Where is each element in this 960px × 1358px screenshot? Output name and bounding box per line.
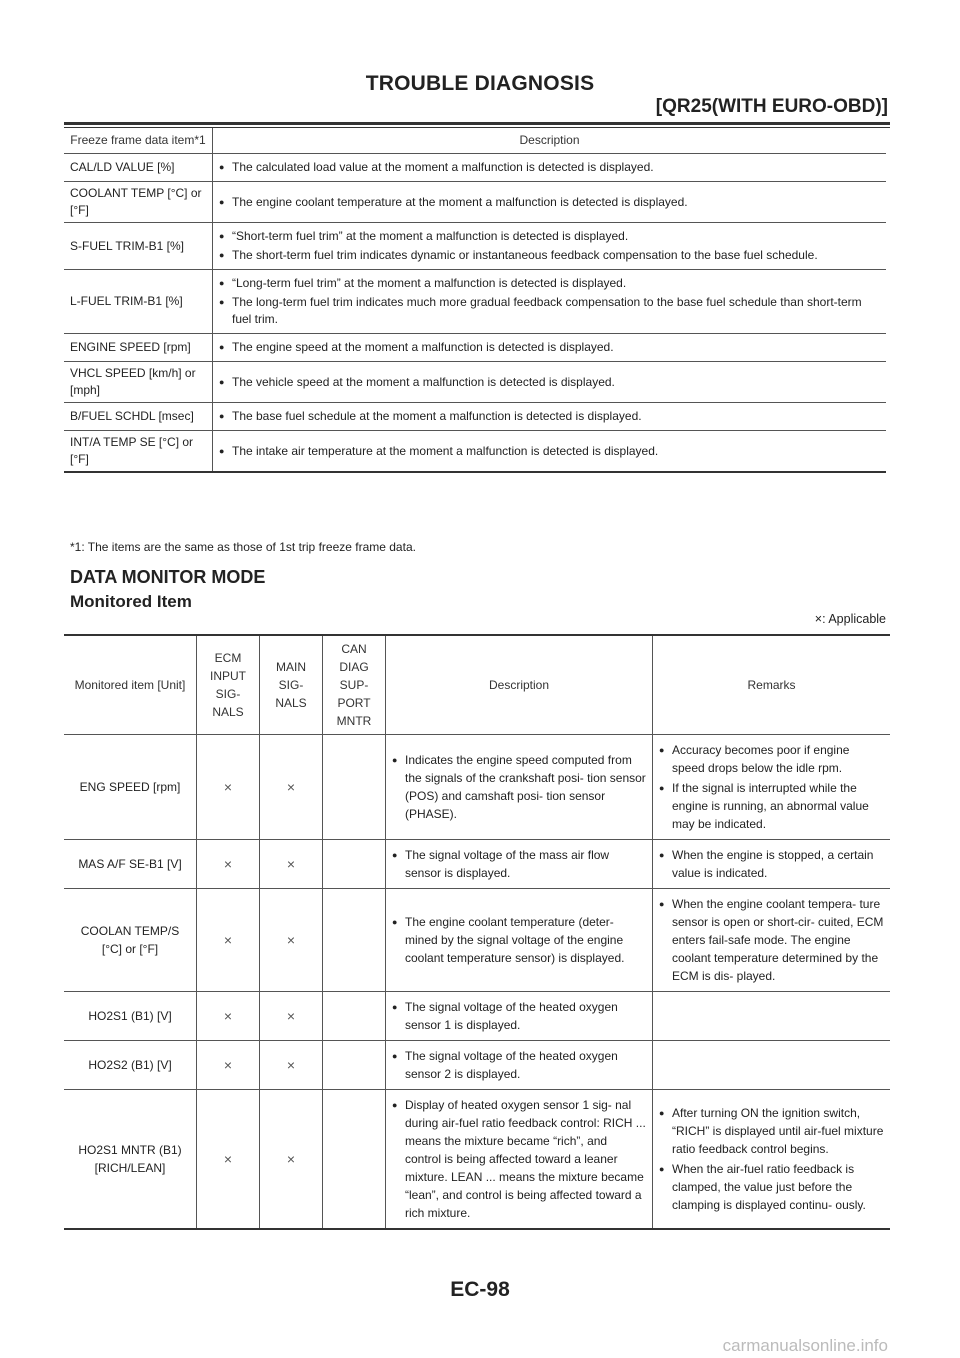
table-row [64, 735, 890, 840]
monitor-col-desc-header: Description [386, 636, 653, 735]
monitor-item-remarks [653, 992, 891, 1041]
table-row [64, 270, 886, 334]
monitor-item-name: MAS A/F SE-B1 [V] [64, 840, 197, 889]
monitor-col-remarks-header: Remarks [653, 636, 891, 735]
can-diag-mark [323, 1090, 386, 1230]
freeze-item-description [213, 270, 887, 334]
table-row [64, 889, 890, 992]
monitor-item-remarks [653, 840, 891, 889]
ecm-input-mark: × [197, 1041, 260, 1090]
bullet-text: ● Display of heated oxygen sensor 1 sig- nal during air-fuel ratio feedback control: RICH ... means the mixture became “rich”, and control is being affected toward a leaner mixture. LEAN ... means the mixture became “lean”, and control is being affected toward a rich mixture. [392, 1096, 646, 1222]
monitor-item-name: HO2S1 MNTR (B1) [RICH/LEAN] [64, 1090, 197, 1230]
can-diag-mark [323, 992, 386, 1041]
bullet-text: ● If the signal is interrupted while the engine is running, an abnormal value may be indicated. [659, 779, 884, 833]
freeze-item-name: ENGINE SPEED [rpm] [64, 334, 213, 362]
monitor-item-remarks [653, 1041, 891, 1090]
table-row [64, 1041, 890, 1090]
freeze-item-description [213, 334, 887, 362]
monitor-col-main-header: MAIN SIG- NALS [260, 636, 323, 735]
section-title: DATA MONITOR MODE [70, 567, 266, 587]
freeze-item-name: L-FUEL TRIM-B1 [%] [64, 270, 213, 334]
can-diag-mark [323, 735, 386, 840]
page-title: TROUBLE DIAGNOSIS [365, 72, 595, 95]
freeze-item-description [213, 403, 887, 431]
freeze-col-desc-header: Description [213, 128, 887, 154]
monitor-col-can-header: CAN DIAG SUP- PORT MNTR [323, 636, 386, 735]
ecm-input-mark: × [197, 840, 260, 889]
ecm-input-mark: × [197, 889, 260, 992]
main-signal-mark: × [260, 1041, 323, 1090]
bullet-text: ● The engine speed at the moment a malfunction is detected is displayed. [219, 339, 880, 356]
table-row [64, 223, 886, 270]
can-diag-mark [323, 840, 386, 889]
monitor-item-name: ENG SPEED [rpm] [64, 735, 197, 840]
monitor-col-item-header: Monitored item [Unit] [64, 636, 197, 735]
monitor-col-ecm-header: ECM INPUT SIG- NALS [197, 636, 260, 735]
monitor-item-name: HO2S1 (B1) [V] [64, 992, 197, 1041]
monitor-item-description [386, 840, 653, 889]
freeze-frame-table-body [64, 154, 886, 473]
monitor-item-name: COOLAN TEMP/S [°C] or [°F] [64, 889, 197, 992]
table-row [64, 403, 886, 431]
main-signal-mark: × [260, 840, 323, 889]
monitor-item-remarks [653, 889, 891, 992]
bullet-text: ● The long-term fuel trim indicates much more gradual feedback compensation to the base fuel schedule than short-term fuel trim. [219, 294, 880, 328]
page-number: EC-98 [450, 1278, 510, 1301]
header-rule [64, 122, 890, 125]
bullet-text: ● The calculated load value at the moment a malfunction is detected is displayed. [219, 159, 880, 176]
bullet-text: ● “Long-term fuel trim” at the moment a malfunction is detected is displayed. [219, 275, 880, 292]
footnote: *1: The items are the same as those of 1st trip freeze frame data. [70, 540, 416, 554]
table-row [64, 1090, 890, 1230]
bullet-text: ● The vehicle speed at the moment a malfunction is detected is displayed. [219, 374, 880, 391]
freeze-item-description [213, 182, 887, 223]
freeze-item-name: CAL/LD VALUE [%] [64, 154, 213, 182]
freeze-item-name: B/FUEL SCHDL [msec] [64, 403, 213, 431]
monitor-item-description [386, 992, 653, 1041]
freeze-item-name: COOLANT TEMP [°C] or [°F] [64, 182, 213, 223]
bullet-text: ● When the engine coolant tempera- ture sensor is open or short-cir- cuited, ECM enters fail-safe mode. The engine coolant temperature determined by the ECM is dis- played. [659, 895, 884, 985]
bullet-text: ● The engine coolant temperature at the moment a malfunction is detected is displayed. [219, 194, 880, 211]
bullet-text: ● The engine coolant temperature (deter- mined by the signal voltage of the engine coolant temperature sensor) is displayed. [392, 913, 646, 967]
page-subtitle: [QR25(WITH EURO-OBD)] [655, 96, 888, 117]
freeze-item-name: S-FUEL TRIM-B1 [%] [64, 223, 213, 270]
applicable-legend: ×: Applicable [814, 612, 886, 626]
ecm-input-mark: × [197, 735, 260, 840]
bullet-text: ● When the air-fuel ratio feedback is clamped, the value just before the clamping is displayed continu- ously. [659, 1160, 884, 1214]
watermark: carmanualsonline.info [722, 1336, 888, 1355]
ecm-input-mark: × [197, 1090, 260, 1230]
can-diag-mark [323, 1041, 386, 1090]
table-row [64, 334, 886, 362]
monitor-item-remarks [653, 1090, 891, 1230]
bullet-text: ● “Short-term fuel trim” at the moment a malfunction is detected is displayed. [219, 228, 880, 245]
freeze-col-item-header: Freeze frame data item*1 [64, 128, 213, 154]
table-row [64, 431, 886, 473]
monitored-item-table-body [64, 735, 890, 1230]
bullet-text: ● The base fuel schedule at the moment a malfunction is detected is displayed. [219, 408, 880, 425]
monitor-item-description [386, 735, 653, 840]
monitor-item-name: HO2S2 (B1) [V] [64, 1041, 197, 1090]
freeze-item-description [213, 431, 887, 473]
bullet-text: ● The signal voltage of the mass air flow sensor is displayed. [392, 846, 646, 882]
bullet-text: ● The signal voltage of the heated oxygen sensor 1 is displayed. [392, 998, 646, 1034]
monitor-item-description [386, 1041, 653, 1090]
bullet-text: ● The signal voltage of the heated oxygen sensor 2 is displayed. [392, 1047, 646, 1083]
monitor-item-remarks [653, 735, 891, 840]
bullet-text: ● After turning ON the ignition switch, “RICH” is displayed until air-fuel mixture ratio feedback control begins. [659, 1104, 884, 1158]
bullet-text: ● Accuracy becomes poor if engine speed drops below the idle rpm. [659, 741, 884, 777]
subsection-title: Monitored Item [70, 592, 192, 611]
table-row [64, 182, 886, 223]
freeze-item-description [213, 362, 887, 403]
table-row [64, 154, 886, 182]
main-signal-mark: × [260, 889, 323, 992]
freeze-item-description [213, 223, 887, 270]
freeze-item-name: VHCL SPEED [km/h] or [mph] [64, 362, 213, 403]
bullet-text: ● The short-term fuel trim indicates dynamic or instantaneous feedback compensation to the base fuel schedule. [219, 247, 880, 264]
ecm-input-mark: × [197, 992, 260, 1041]
table-row [64, 362, 886, 403]
main-signal-mark: × [260, 1090, 323, 1230]
monitor-item-description [386, 1090, 653, 1230]
table-row [64, 840, 890, 889]
freeze-frame-table [64, 128, 886, 473]
main-signal-mark: × [260, 735, 323, 840]
monitored-item-table [64, 636, 890, 1230]
monitor-item-description [386, 889, 653, 992]
bullet-text: ● The intake air temperature at the moment a malfunction is detected is displayed. [219, 443, 880, 460]
freeze-item-description [213, 154, 887, 182]
bullet-text: ● Indicates the engine speed computed from the signals of the crankshaft posi- tion sensor (POS) and camshaft posi- tion sensor (PHASE). [392, 751, 646, 823]
freeze-item-name: INT/A TEMP SE [°C] or [°F] [64, 431, 213, 473]
main-signal-mark: × [260, 992, 323, 1041]
can-diag-mark [323, 889, 386, 992]
table-row [64, 992, 890, 1041]
bullet-text: ● When the engine is stopped, a certain value is indicated. [659, 846, 884, 882]
